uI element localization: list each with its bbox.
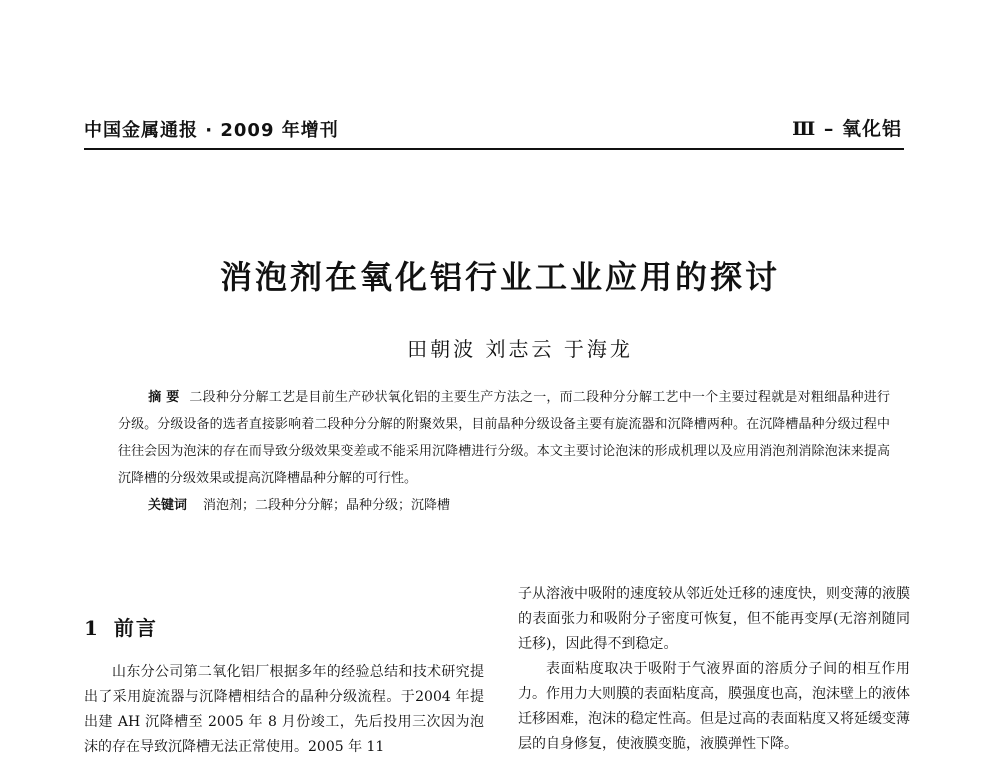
section-heading <box>84 612 158 641</box>
journal-name: 中国金属通报 · 2009 年增刊 <box>84 120 339 141</box>
right-column <box>518 582 910 757</box>
left-column <box>84 660 484 760</box>
abstract-label: 摘 要 <box>148 390 180 405</box>
paper-title: 消泡剂在氧化铝行业工业应用的探讨 <box>219 258 780 296</box>
section-number: 1 <box>84 616 100 640</box>
left-paragraph: 山东分公司第二氧化铝厂根据多年的经验总结和技术研究提出了采用旋流器与沉降槽相结合的晶种分级流程。于2004 年提出建 AH 沉降槽至 2005 年 8 月份竣工，先后投用三次因为泡沫的存在导致沉降槽无法正常使用。2005 年 11 <box>84 664 484 755</box>
right-paragraph-1: 子从溶液中吸附的速度较从邻近处迁移的速度快，则变薄的液膜的表面张力和吸附分子密度可恢复，但不能再变厚(无溶剂随同迁移)，因此得不到稳定。 <box>518 586 910 652</box>
keywords-text: 消泡剂；二段种分分解；晶种分级；沉降槽 <box>203 498 451 513</box>
right-paragraph-2: 表面粘度取决于吸附于气液界面的溶质分子间的相互作用力。作用力大则膜的表面粘度高，膜强度也高，泡沫壁上的液体迁移困难，泡沫的稳定性高。但是过高的表面粘度又将延缓变薄层的自身修复，使液膜变脆，液膜弹性下降。 <box>518 661 910 752</box>
abstract <box>118 384 890 492</box>
section-tag: Ⅲ – 氧化铝 <box>792 118 902 140</box>
header-rule <box>84 148 904 150</box>
section-title: 前言 <box>113 616 158 640</box>
abstract-text: 二段种分分解工艺是目前生产砂状氧化铝的主要生产方法之一，而二段种分分解工艺中一个主要过程就是对粗细晶种进行分级。分级设备的选者直接影响着二段种分分解的附聚效果，目前晶种分级设备主要有旋流器和沉降槽两种。在沉降槽晶种分级过程中往往会因为泡沫的存在而导致分级效果变差或不能采用沉降槽进行分级。本文主要讨论泡沫的形成机理以及应用消泡剂消除泡沫来提高沉降槽的分级效果或提高沉降槽晶种分解的可行性。 <box>118 390 890 486</box>
keywords-label: 关键词 <box>148 498 188 513</box>
keywords <box>148 494 450 513</box>
authors: 田朝波 刘志云 于海龙 <box>407 337 633 361</box>
